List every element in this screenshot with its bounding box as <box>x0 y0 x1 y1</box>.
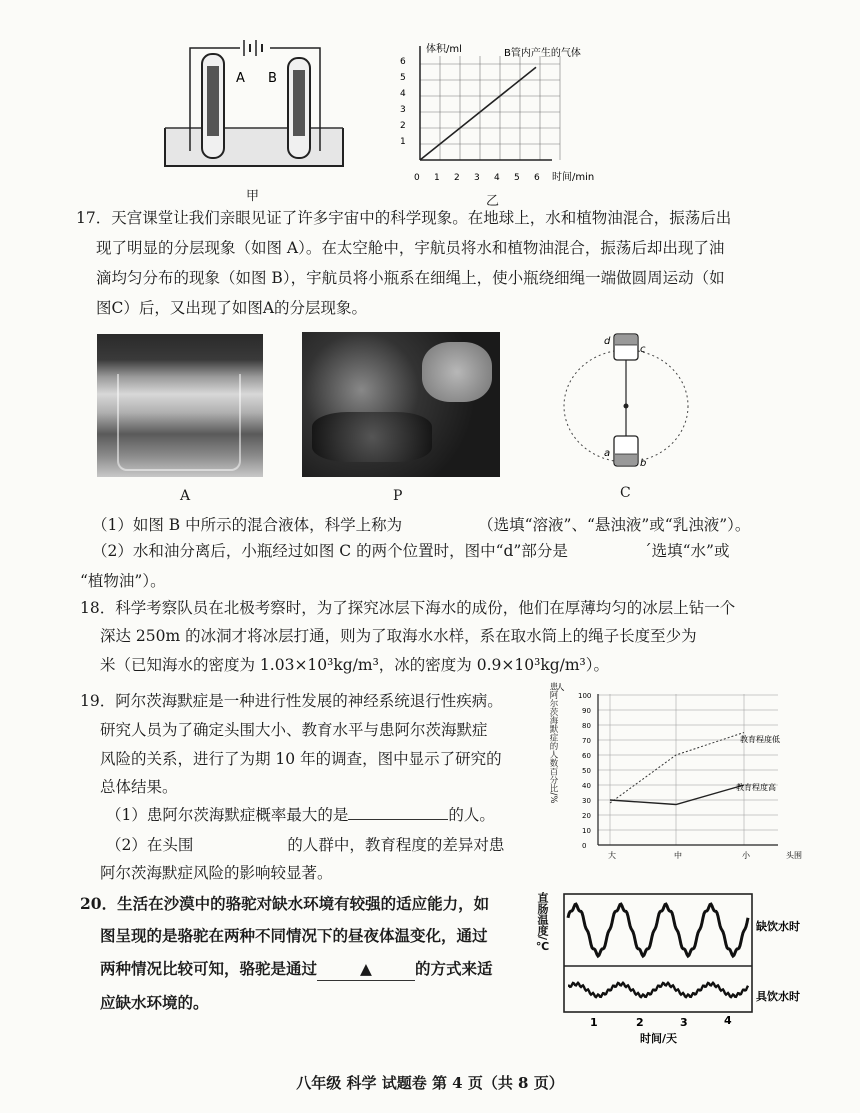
q20-answer[interactable] <box>317 958 415 981</box>
y-tick: 70 <box>582 737 591 745</box>
q17-sub1-post: （选填“溶液”、“悬浊液”或“乳浊液”）。 <box>478 516 751 534</box>
q20-line3-pre: 两种情况比较可知，骆驼是通过 <box>100 959 318 978</box>
q19-sub2 <box>106 834 504 856</box>
photo-a-layered-liquid <box>97 334 263 477</box>
x-tick: 4 <box>494 173 500 183</box>
q20-line-4: 应缺水环境的。 <box>100 993 209 1012</box>
q17-line-3: 滴均匀分布的现象（如图 B），宇航员将小瓶系在细绳上，使小瓶绕细绳一端做圆周运动（如 <box>96 269 725 287</box>
q19-sub2-line2: 阿尔茨海默症风险的影响较显著。 <box>100 864 333 882</box>
q19-sub2-pre: （2）在头围 <box>106 836 194 854</box>
caption-a: A <box>180 488 191 504</box>
y-tick: 60 <box>582 752 591 760</box>
series-line-low-education <box>610 733 744 804</box>
y-tick: 20 <box>582 812 591 820</box>
x-tick: 1 <box>434 173 440 183</box>
y-tick: 3 <box>400 105 406 115</box>
series-line-without-water <box>568 904 748 956</box>
q19-line-4: 总体结果。 <box>100 778 178 796</box>
tube-b-label: B <box>268 71 277 86</box>
q18-line-2: 深达 250m 的冰洞才将冰层打通，则为了取海水水样，系在取水筒上的绳子长度至少为 <box>100 627 697 645</box>
q19-answer-2[interactable] <box>193 849 287 850</box>
y-axis-label-text: 患阿尔茨海默症的人数百分比/% <box>548 682 558 804</box>
q18-line-3: 米（已知海水的密度为 1.03×10³kg/m³，冰的密度为 0.9×10³kg/m³）。 <box>100 656 610 674</box>
x-tick: 小 <box>742 851 750 860</box>
x-tick: 1 <box>590 1016 598 1029</box>
q18-line-1: 18．科学考察队员在北极考察时，为了探究冰层下海水的成份，他们在厚薄均匀的冰层上钻一个 <box>80 599 736 617</box>
x-tick: 5 <box>514 173 520 183</box>
x-axis-label: 头围 <box>786 851 802 860</box>
q20-line-2: 图呈现的是骆驼在两种不同情况下的昼夜体温变化，通过 <box>100 926 488 945</box>
x-tick: 2 <box>454 173 460 183</box>
series-label-bottom: 具饮水时 <box>756 990 800 1003</box>
bottle-circular-motion-diagram <box>560 330 700 480</box>
y-tick: 100 <box>578 692 592 700</box>
label-c: c <box>640 344 646 355</box>
y-axis-label: 直肠温度/℃ <box>536 892 549 954</box>
q19-answer-1[interactable] <box>348 819 448 820</box>
x-tick: 0 <box>414 173 420 183</box>
x-axis-label: 时间/天 <box>640 1032 678 1045</box>
y-tick: 80 <box>582 722 591 730</box>
q19-sub1-post: 的人。 <box>448 806 495 824</box>
x-tick: 中 <box>674 851 682 860</box>
q19-sub2-post: 的人群中，教育程度的差异对患 <box>287 836 505 854</box>
y-tick: 6 <box>400 57 406 67</box>
q17-sub2 <box>92 540 729 562</box>
caption-b: P <box>393 488 403 504</box>
label-a: a <box>604 448 611 459</box>
series-label-top: 缺饮水时 <box>756 920 800 933</box>
q17-sub1 <box>92 514 750 536</box>
page-footer: 八年级 科学 试题卷 第 4 页（共 8 页） <box>296 1074 564 1092</box>
series-line-with-water <box>568 983 748 997</box>
x-tick: 3 <box>474 173 480 183</box>
q17-sub2-line2: “植物油”）。 <box>80 572 166 590</box>
q17-line-1: 17．天宫课堂让我们亲眼见证了许多宇宙中的科学现象。在地球上，水和植物油混合，振荡后出 <box>76 209 732 227</box>
q17-line-2: 现了明显的分层现象（如图 A）。在太空舱中，宇航员将水和植物油混合，振荡后却出现了油 <box>96 239 725 257</box>
q17-sub1-pre: （1）如图 B 中所示的混合液体，科学上称为 <box>92 516 403 534</box>
y-axis-label: 人 <box>556 683 565 693</box>
photo-b-oil-droplets <box>302 332 500 477</box>
y-tick: 40 <box>582 782 591 790</box>
q19-sub1 <box>106 804 495 826</box>
q20-line-3 <box>100 958 493 981</box>
q19-line-3: 风险的关系，进行了为期 10 年的调查，图中显示了研究的 <box>100 750 502 768</box>
series-label-high: 教育程度高 <box>736 783 776 792</box>
x-axis-label: 时间/min <box>552 172 595 183</box>
q17-answer-2[interactable] <box>568 555 644 556</box>
q19-line-1: 19．阿尔茨海默症是一种进行性发展的神经系统退行性疾病。 <box>80 692 503 710</box>
x-tick: 2 <box>636 1016 644 1029</box>
caption-yi: 乙 <box>486 194 500 209</box>
x-tick: 4 <box>724 1014 732 1027</box>
series-label-low: 教育程度低 <box>740 735 780 744</box>
x-tick: 6 <box>534 173 540 183</box>
y-tick: 90 <box>582 707 591 715</box>
y-tick: 0 <box>582 842 587 850</box>
q19-line-2: 研究人员为了确定头围大小、教育水平与患阿尔茨海默症 <box>100 721 488 739</box>
y-tick: 4 <box>400 89 406 99</box>
q17-answer-1[interactable] <box>402 529 478 530</box>
label-b: b <box>640 458 647 469</box>
gas-volume-graph <box>392 40 612 200</box>
q17-line-4: 图C）后，又出现了如图A的分层现象。 <box>96 299 368 317</box>
q20-line-1: 20．生活在沙漠中的骆驼对缺水环境有较强的适应能力，如 <box>80 894 490 913</box>
q17-sub2-pre: （2）水和油分离后，小瓶经过如图 C 的两个位置时，图中“d”部分是 <box>92 542 568 560</box>
series-label: B管内产生的气体 <box>504 48 581 59</box>
tube-a-label: A <box>236 71 245 86</box>
x-tick: 3 <box>680 1016 688 1029</box>
label-d: d <box>604 336 611 347</box>
q17-sub2-post: ´选填“水”或 <box>643 542 730 560</box>
answer-marker: ▲ <box>360 959 372 978</box>
q19-sub1-pre: （1）患阿尔茨海默症概率最大的是 <box>106 806 349 824</box>
caption-jia: 甲 <box>246 189 260 204</box>
y-tick: 5 <box>400 73 406 83</box>
y-tick: 1 <box>400 137 406 147</box>
y-tick: 50 <box>582 767 591 775</box>
camel-temperature-chart <box>534 888 814 1048</box>
x-tick: 大 <box>608 851 616 860</box>
y-tick: 30 <box>582 797 591 805</box>
q20-line3-post: 的方式来适 <box>415 959 493 978</box>
electrolysis-apparatus <box>160 36 350 171</box>
caption-c: C <box>620 485 631 501</box>
y-tick: 10 <box>582 827 591 835</box>
y-tick: 2 <box>400 121 406 131</box>
y-axis-label: 体积/ml <box>426 44 462 55</box>
series-line-b-gas <box>420 67 536 160</box>
alzheimer-risk-chart <box>548 682 818 864</box>
